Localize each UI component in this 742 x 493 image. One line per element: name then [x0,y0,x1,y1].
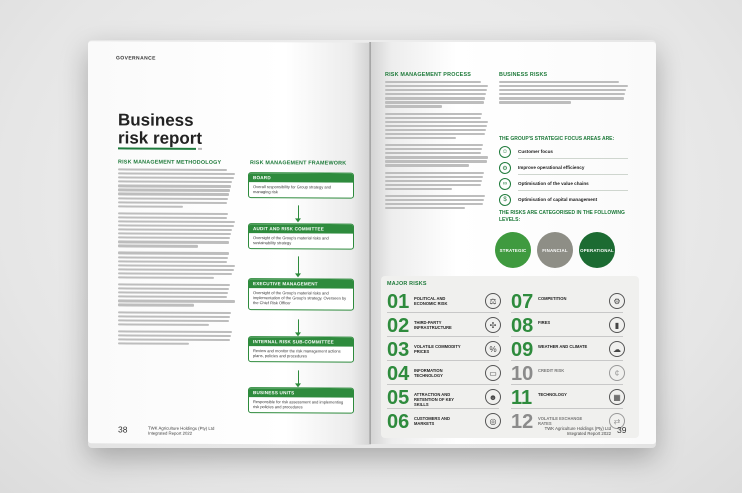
text-line [118,185,231,188]
focus-area-item [499,194,629,208]
risk-number: 10 [511,363,534,385]
text-line [118,193,229,196]
divider [387,336,499,337]
text-line [118,315,230,318]
focus-area-item [499,146,629,160]
framework-box-audit [248,223,354,250]
risk-label: POLITICAL AND ECONOMIC RISK [414,296,448,306]
methodology-heading: RISK MANAGEMENT METHODOLOGY [118,159,222,166]
text-line [118,283,230,286]
text-line [118,224,234,227]
framework-box-title: BUSINESS UNITS [249,388,353,398]
focus-areas-heading: THE GROUP'S STRATEGIC FOCUS AREAS ARE: [499,136,615,142]
text-line [385,172,484,174]
divider [387,408,499,409]
divider [511,336,623,337]
flow-arrow [298,319,299,333]
risk-label: FIRES [538,320,551,325]
risk-number: 03 [387,339,410,361]
section-tag: GOVERNANCE [116,55,156,62]
text-line [385,199,484,201]
risk-item [387,291,507,313]
text-line [385,121,488,123]
text-line [385,195,485,197]
page-title-line1: Business [118,110,194,130]
framework-box-board [248,172,354,199]
text-line [385,176,483,178]
risk-number: 04 [387,363,410,385]
text-line [118,260,227,263]
text-line [118,181,232,184]
framework-box-subcommittee [248,336,354,363]
text-line [118,300,235,303]
footer-text [506,426,611,437]
title-underline [118,147,196,149]
risk-item [511,339,631,361]
risk-label: INFORMATION TECHNOLOGY [414,368,443,378]
title-underline-accent [198,148,202,150]
text-line [118,237,230,240]
risk-number: 07 [511,291,534,313]
text-line [385,117,481,119]
text-line [385,207,465,209]
footer-line: Integrated Report 2022 [148,430,193,437]
text-line [118,197,228,200]
text-line [118,288,229,291]
text-line [385,129,486,131]
text-line [499,81,619,83]
text-line [118,205,183,208]
text-line [118,268,234,271]
footer-line: TWK Agriculture Holdings (Pty) Ltd [148,425,215,431]
text-line [385,180,482,182]
text-line [118,201,227,204]
chart-icon: ▮ [609,317,625,333]
text-line [118,172,235,175]
text-line [118,229,232,232]
risk-label: COMPETITION [538,296,567,301]
text-line [385,160,487,162]
framework-box-desc: Oversight of the Group's material risks and sustainability strategy [253,235,329,246]
risk-label: THIRD-PARTY INFRASTRUCTURE [414,320,452,330]
category-strategic: STRATEGIC [495,232,531,268]
text-line [385,93,486,95]
text-line [385,105,442,107]
text-line [118,245,198,248]
framework-box-title: INTERNAL RISK SUB-COMMITTEE [249,337,353,347]
risk-number: 01 [387,291,410,313]
risk-number: 02 [387,315,410,337]
customer-icon: ☺ [499,146,511,158]
divider [511,312,623,313]
categories-heading: THE RISKS ARE CATEGORISED IN THE FOLLOWING LEVELS: [499,210,625,223]
risk-number: 09 [511,339,534,361]
category-operational: OPERATIONAL [579,232,615,268]
methodology-body-text [118,168,236,350]
gear-icon: ⚙ [609,293,625,309]
framework-box-desc: Oversight of the Group's material risks and implementation of the Group's strategy. Overseen by the Chief Risk Officer [253,290,347,306]
risk-item [387,363,507,385]
major-risks-heading: MAJOR RISKS [387,281,427,287]
risk-item [387,315,507,337]
divider [511,360,623,361]
framework-box-business-units [248,387,354,414]
risk-label: CUSTOMERS AND MARKETS [414,416,450,426]
coin-icon: ¢ [609,365,625,381]
framework-box-executive [248,278,354,310]
text-line [118,168,227,171]
focus-area-label: Optimisation of the value chains [518,181,589,186]
gear-icon: ⚙ [499,162,511,174]
text-line [499,89,626,91]
risk-number: 11 [511,387,533,409]
flow-arrow [298,370,299,384]
text-line [499,101,571,103]
price-icon: % [485,341,501,357]
risk-label: WEATHER AND CLIMATE [538,344,588,349]
focus-area-item [499,178,629,192]
text-line [385,152,481,154]
text-line [385,133,485,135]
risk-process-body-text [385,81,489,214]
chip-icon: ▦ [609,389,625,405]
text-line [118,338,230,341]
framework-box-desc: Overall responsibility for Group strategy and managing risk [253,184,332,195]
target-icon: ◎ [485,413,501,429]
focus-area-label: Customer focus [518,149,553,154]
framework-heading: RISK MANAGEMENT FRAMEWORK [250,160,347,167]
text-line [499,97,624,99]
risk-process-heading: RISK MANAGEMENT PROCESS [385,72,472,78]
risk-number: 12 [511,411,534,433]
risk-number: 06 [387,411,410,433]
text-line [385,125,487,127]
text-line [118,334,231,337]
scales-icon: ⚖ [485,293,501,309]
flow-arrow [298,256,299,274]
footer-line: Integrated Report 2022 [566,431,611,437]
text-line [118,323,209,326]
network-icon: ✣ [485,317,501,333]
framework-box-title: BOARD [249,173,353,183]
text-line [118,276,214,279]
divider [511,384,623,385]
text-line [118,330,232,333]
text-line [385,156,488,158]
text-line [118,304,194,307]
divider [518,190,628,191]
page-number: 38 [118,424,128,435]
risk-number: 08 [511,315,534,337]
text-line [385,203,483,205]
divider [387,312,499,313]
text-line [385,137,456,139]
text-line [118,264,235,267]
text-line [118,177,234,180]
capital-icon: $ [499,194,511,206]
text-line [118,292,228,295]
divider [518,158,628,159]
divider [511,408,623,409]
text-line [118,189,230,192]
text-line [385,188,452,190]
text-line [499,93,625,95]
business-risks-body-text [499,81,629,108]
divider [518,174,628,175]
text-line [385,164,469,166]
people-icon: ☻ [485,389,501,405]
framework-box-desc: Responsible for risk assessment and implementing risk policies and procedures [253,399,344,410]
text-line [118,233,231,236]
category-financial: FINANCIAL [537,232,573,268]
risk-item [511,291,631,313]
text-line [385,81,481,83]
text-line [385,89,487,91]
text-line [385,148,482,150]
text-line [385,144,483,146]
footer-text [148,426,214,437]
right-page [371,42,656,444]
business-risks-heading: BUSINESS RISKS [499,72,548,78]
focus-area-label: Improve operational efficiency [518,165,585,170]
risk-item [511,363,631,385]
risk-item [511,315,631,337]
risk-label: TECHNOLOGY [538,392,567,397]
major-risks-panel [381,276,639,438]
computer-icon: ▭ [485,365,501,381]
exchange-icon: ⇄ [609,413,625,429]
text-line [118,212,228,215]
text-line [385,184,481,186]
text-line [499,85,628,87]
risk-label: CREDIT RISK [538,368,565,373]
footer-line: TWK Agriculture Holdings (Pty) Ltd [544,426,611,431]
text-line [118,252,229,255]
text-line [118,272,232,275]
divider [387,384,499,385]
risk-label: ATTRACTION AND RETENTION OF KEY SKILLS [414,392,454,407]
framework-box-title: EXECUTIVE MANAGEMENT [249,279,353,289]
text-line [118,296,227,299]
cloud-icon: ☁ [609,341,625,357]
text-line [385,97,485,99]
chain-icon: ∞ [499,178,511,190]
text-line [385,113,482,115]
text-line [118,241,229,244]
text-line [118,342,189,345]
flow-arrow [298,205,299,219]
text-line [118,216,227,219]
focus-area-item [499,162,629,176]
divider [387,360,499,361]
page-number: 39 [617,425,627,435]
risk-label: VOLATILE COMMODITY PRICES [414,344,461,354]
text-line [118,319,229,322]
risk-item [387,339,507,361]
text-line [385,85,488,87]
risk-item [387,387,507,409]
page-title-line2: risk report [118,128,203,148]
text-line [385,101,484,103]
framework-box-desc: Review and monitor the risk management actions plans, policies and procedures [253,348,341,359]
framework-box-title: AUDIT AND RISK COMMITTEE [249,224,353,234]
focus-area-label: Optimisation of capital management [518,197,598,202]
left-page [88,41,371,444]
text-line [118,220,235,223]
text-line [118,256,228,259]
risk-label: VOLATILE EXCHANGE RATES [538,416,583,426]
risk-item [387,411,507,433]
risk-number: 05 [387,387,410,409]
risk-item [511,387,631,409]
text-line [118,311,231,314]
